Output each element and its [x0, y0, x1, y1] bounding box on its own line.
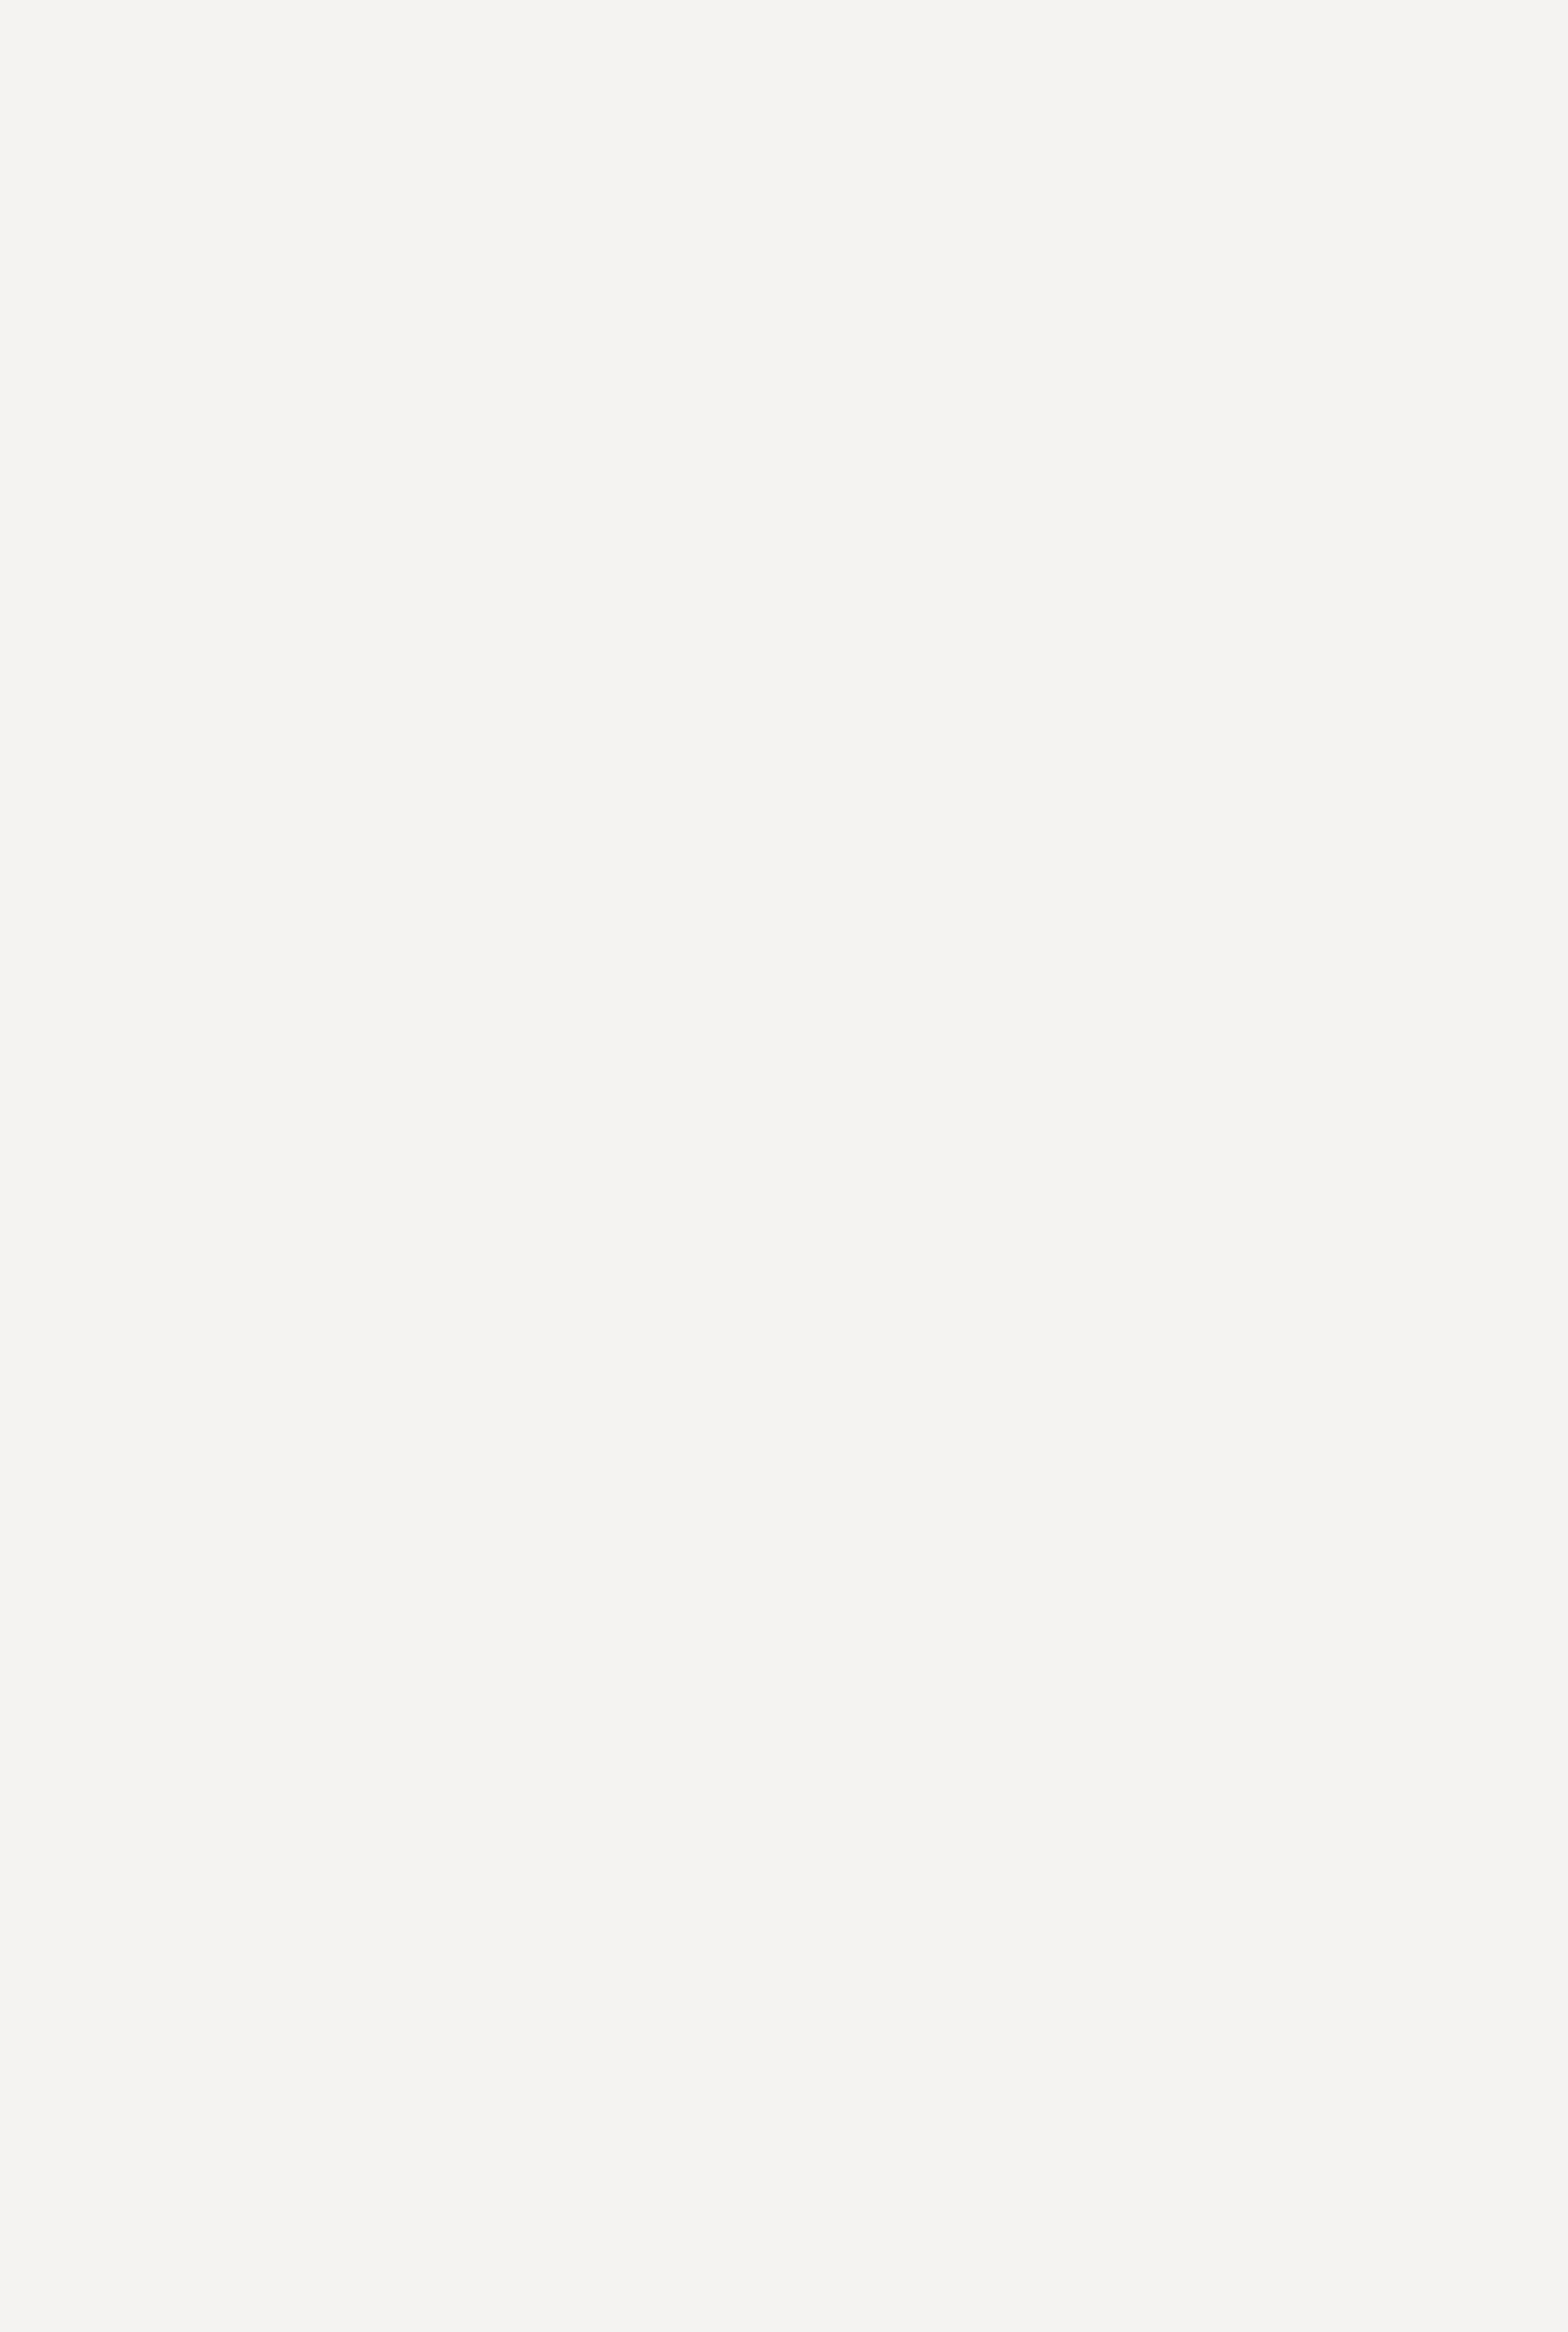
document-body	[76, 74, 1453, 244]
monologue-q10-12	[76, 89, 1453, 130]
essay-text	[76, 203, 1453, 244]
section-3-passage	[76, 145, 1453, 186]
page-footer	[0, 2234, 1568, 2264]
